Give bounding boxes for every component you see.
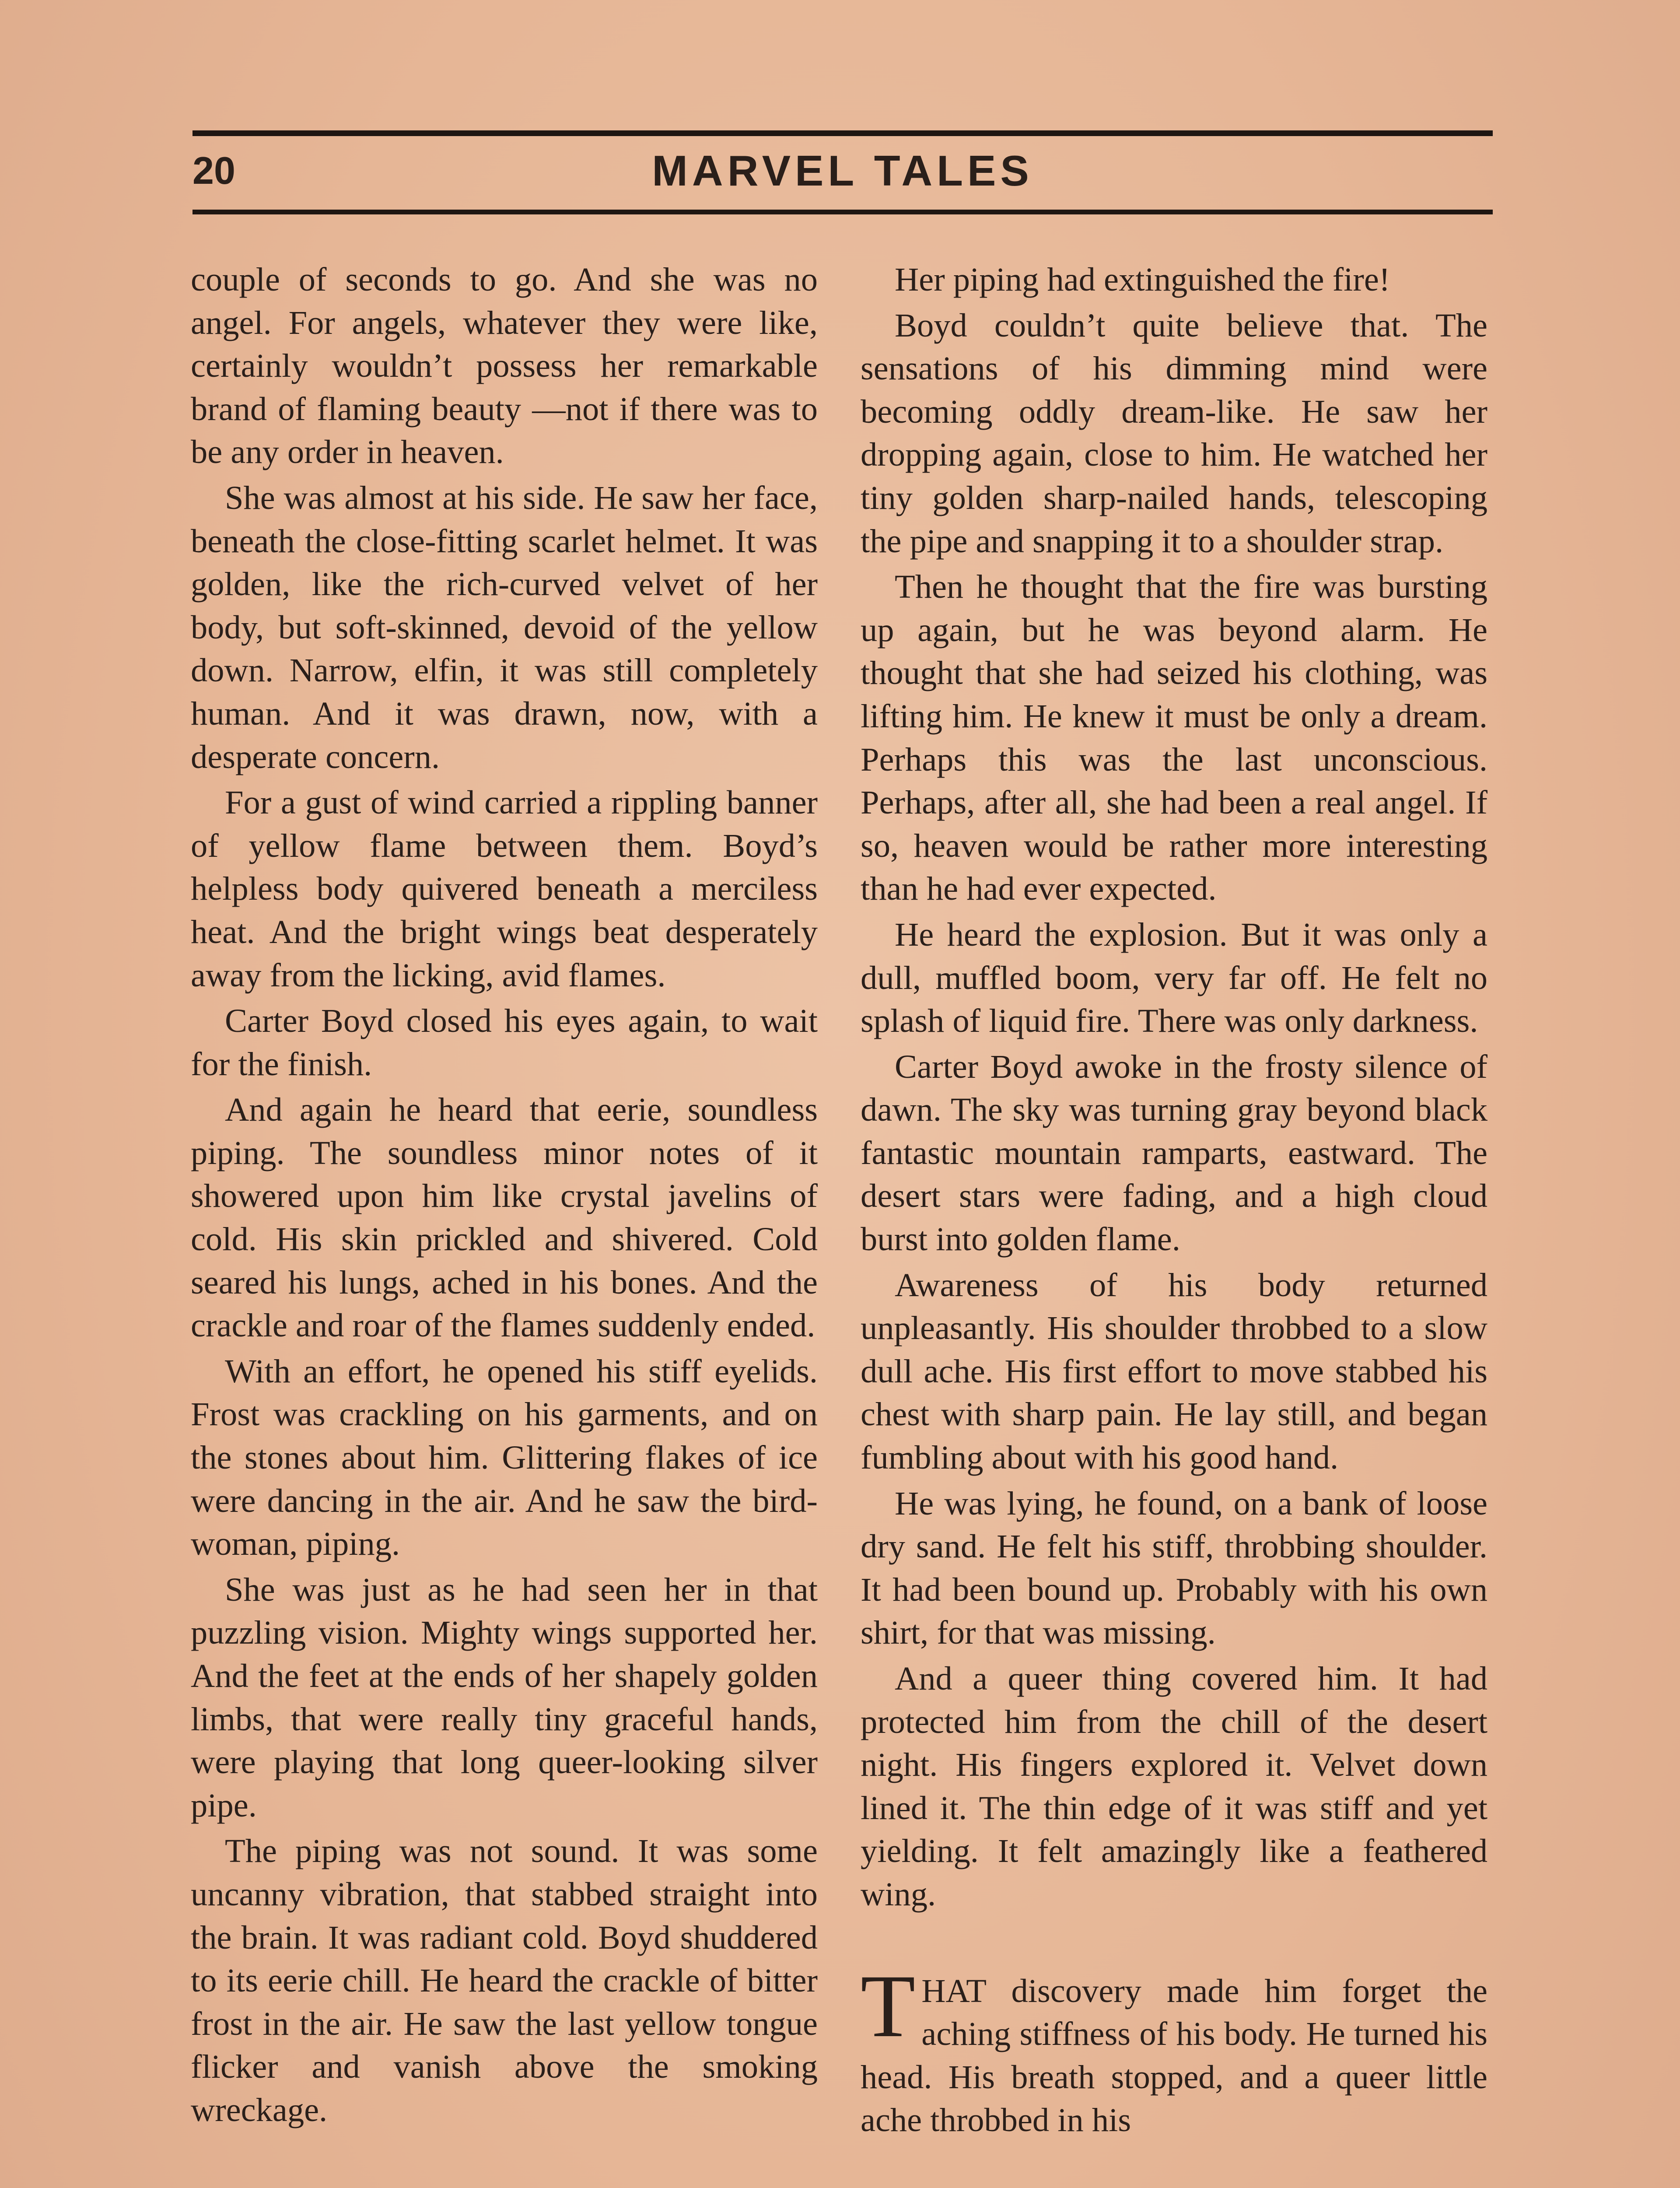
paragraph: He was lying, he found, on a bank of loose dry sand. He felt his stiff, throbbing shoulder. It had been bound up. Probably with his own shirt, for that was missing. (861, 1484, 1488, 1652)
paragraph: Awareness of his body returned unpleasantly. His shoulder throbbed to a slow dull ache. His first effort to move stabbed his chest with sharp pain. He lay still, and began fumbling about with his good hand. (861, 1266, 1488, 1476)
paragraph: Her piping had extinguished the fire! (895, 261, 1390, 298)
paragraph: And again he heard that eerie, soundless piping. The soundless minor notes of it showered upon him like crystal javelins of cold. His skin prickled and shivered. Cold seared his lungs, ached in his bones. And the crackle and roar of the flames suddenly ended. (191, 1091, 818, 1344)
paragraph: Carter Boyd awoke in the frosty silence of dawn. The sky was turning gray beyond black fantastic mountain ramparts, eastward. The desert stars were fading, and a high cloud burst into golden flame. (861, 1048, 1488, 1258)
paragraph: Then he thought that the fire was bursting up again, but he was beyond alarm. He thought that she had seized his clothing, was lifting him. He knew it must be only a dream. Perhaps this was the last unconscious. Perhaps, after all, she had been a real angel. If so, heaven would be rather more interesting than he had ever expected. (861, 568, 1488, 908)
running-head: MARVEL TALES (652, 147, 1033, 195)
paragraph: Carter Boyd closed his eyes again, to wait for the finish. (191, 1002, 818, 1083)
paragraph: He heard the explosion. But it was only a dull, muffled boom, very far off. He felt no splash of liquid fire. There was only darkness. (861, 915, 1488, 1040)
paragraph: Boyd couldn’t quite believe that. The sensations of his dimming mind were becoming oddly dream-like. He saw her dropping again, close to him. He watched her tiny golden sharp-nailed hands, telescoping the pipe and snapping it to a shoulder strap. (861, 306, 1488, 560)
section-text: HAT discovery made him forget the aching stiffness of his body. He turned his head. His breath stopped, and a queer little ache throbbed in his (861, 1972, 1488, 2139)
header-rule-bottom (192, 210, 1493, 214)
paragraph: She was just as he had seen her in that puzzling vision. Mighty wings supported her. And the feet at the ends of her shapely golden limbs, that were really tiny graceful hands, were playing that long queer-looking silver pipe. (191, 1571, 818, 1824)
paragraph: And a queer thing covered him. It had protected him from the chill of the desert night. His fingers explored it. Velvet down lined it. The thin edge of it was stiff and yet yielding. It felt amazingly like a feathered wing. (861, 1660, 1488, 1913)
paragraph: With an effort, he opened his stiff eyelids. Frost was crackling on his garments, and on the stones about him. Glittering flakes of ice were dancing in the air. And he saw the bird-woman, piping. (191, 1352, 818, 1563)
paragraph: For a gust of wind carried a rippling banner of yellow flame between them. Boyd’s helpless body quivered beneath a merciless heat. And the bright wings beat desperately away from the licking, avid flames. (191, 784, 818, 994)
page-number: 20 (192, 149, 235, 192)
paragraph: The piping was not sound. It was some uncanny vibration, that stabbed straight into the brain. It was radiant cold. Boyd shuddered to its eerie chill. He heard the crackle of bitter frost in the air. He saw the last yellow tongue flicker and vanish above the smoking wreckage. (191, 1832, 818, 2128)
paragraph: couple of seconds to go. And she was no angel. For angels, whatever they were like, certainly wouldn’t possess her remarkable brand of flaming beauty —not if there was to be any order in heaven. (191, 261, 818, 471)
paragraph: She was almost at his side. He saw her face, beneath the close-fitting scarlet helmet. It was golden, like the rich-curved velvet of her body, but soft-skinned, devoid of the yellow down. Narrow, elfin, it was still completely human. And it was drawn, now, with a desperate concern. (191, 479, 818, 775)
section-paragraph (861, 1956, 1488, 2142)
text-column-left (191, 258, 818, 2135)
text-column-right (861, 258, 1488, 2145)
header-rule-top (192, 130, 1493, 136)
drop-cap: T (861, 1956, 916, 2056)
